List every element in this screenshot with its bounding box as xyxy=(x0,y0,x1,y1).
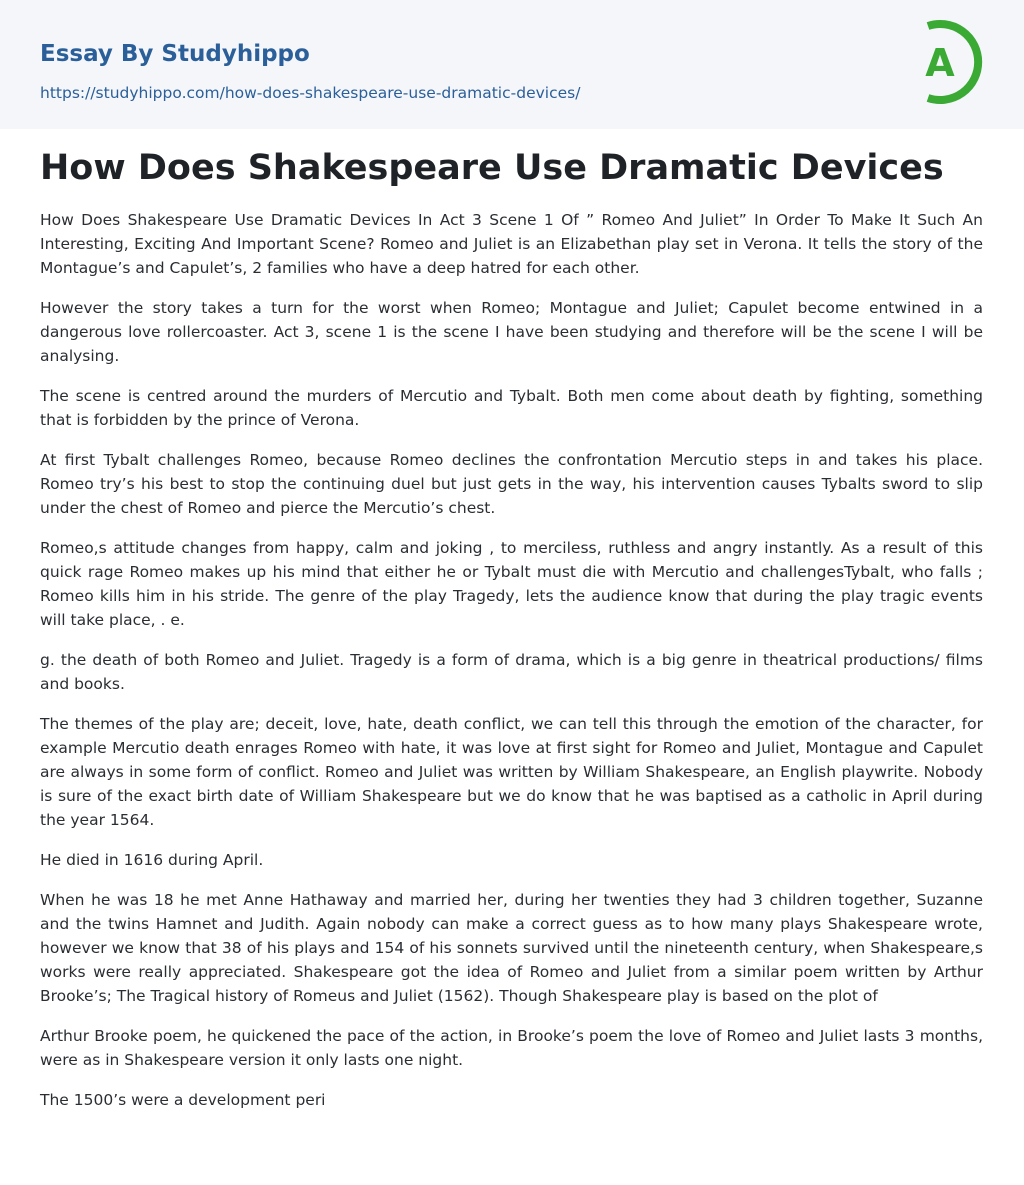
site-brand[interactable]: Essay By Studyhippo xyxy=(40,41,310,67)
article-paragraph: However the story takes a turn for the worst when Romeo; Montague and Juliet; Capulet become entwined in a dangerous love rollercoaster. Act 3, scene 1 is the scene I have been studying and therefore will be the scene I will be analysing. xyxy=(40,299,983,365)
article-paragraph: Arthur Brooke poem, he quickened the pace of the action, in Brooke’s poem the love of Romeo and Juliet lasts 3 months, were as in Shakespeare version it only lasts one night. xyxy=(40,1027,983,1069)
article-paragraph: The scene is centred around the murders of Mercutio and Tybalt. Both men come about death by fighting, something that is forbidden by the prince of Verona. xyxy=(40,387,983,429)
article-paragraph: g. the death of both Romeo and Juliet. Tragedy is a form of drama, which is a big genre in theatrical productions/ films and books. xyxy=(40,651,983,693)
page-header xyxy=(0,0,1024,129)
article-paragraph: Romeo,s attitude changes from happy, calm and joking , to merciless, ruthless and angry instantly. As a result of this quick rage Romeo makes up his mind that either he or Tybalt must die with Mercutio and challengesTybalt, who falls ; Romeo kills him in his stride. The genre of the play Tragedy, lets the audience know that during the play tragic events will take place, . e. xyxy=(40,539,983,629)
article-paragraph: He died in 1616 during April. xyxy=(40,851,264,869)
circle-a-logo-icon[interactable] xyxy=(912,18,988,106)
article-paragraph: At first Tybalt challenges Romeo, because Romeo declines the confrontation Mercutio steps in and takes his place. Romeo try’s his best to stop the continuing duel but just gets in the way, his intervention causes Tybalts sword to slip under the chest of Romeo and pierce the Mercutio’s chest. xyxy=(40,451,983,517)
article xyxy=(40,129,983,1128)
essay-url-link[interactable]: https://studyhippo.com/how-does-shakespeare-use-dramatic-devices/ xyxy=(40,84,581,102)
article-paragraph: How Does Shakespeare Use Dramatic Devices In Act 3 Scene 1 Of ” Romeo And Juliet” In Order To Make It Such An Interesting, Exciting And Important Scene? Romeo and Juliet is an Elizabethan play set in Verona. It tells the story of the Montague’s and Capulet’s, 2 families who have a deep hatred for each other. xyxy=(40,211,983,277)
article-title: How Does Shakespeare Use Dramatic Devices xyxy=(40,148,944,188)
article-paragraph: The themes of the play are; deceit, love, hate, death conflict, we can tell this through the emotion of the character, for example Mercutio death enrages Romeo with hate, it was love at first sight for Romeo and Juliet, Montague and Capulet are always in some form of conflict. Romeo and Juliet was written by William Shakespeare, an English playwrite. Nobody is sure of the exact birth date of William Shakespeare but we do know that he was baptised as a catholic in April during the year 1564. xyxy=(40,715,983,829)
logo-letter: A xyxy=(925,41,955,85)
article-paragraph: The 1500’s were a development peri xyxy=(40,1091,326,1109)
article-paragraph: When he was 18 he met Anne Hathaway and married her, during her twenties they had 3 children together, Suzanne and the twins Hamnet and Judith. Again nobody can make a correct guess as to how many plays Shakespeare wrote, however we know that 38 of his plays and 154 of his sonnets survived until the nineteenth century, when Shakespeare,s works were really appreciated. Shakespeare got the idea of Romeo and Juliet from a similar poem written by Arthur Brooke’s; The Tragical history of Romeus and Juliet (1562). Though Shakespeare play is based on the plot of xyxy=(40,891,983,1005)
